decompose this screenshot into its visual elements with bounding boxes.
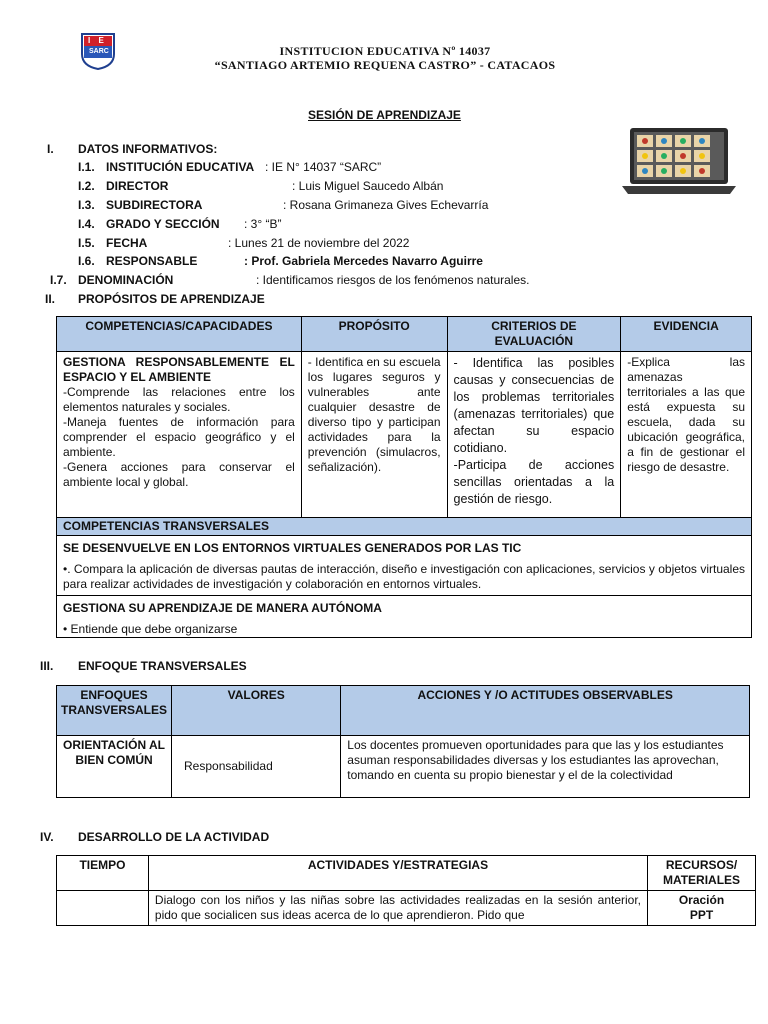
autonoma-text: • Entiende que debe organizarse [63,622,238,636]
item-num: I.1. [78,160,95,174]
logo-top-text: I E [88,36,107,45]
s4-title: DESARROLLO DE LA ACTIVIDAD [78,830,270,844]
transversales-header: COMPETENCIAS TRANSVERSALES [57,518,752,536]
item-num: I.7. [50,273,67,287]
actividad-cell: Dialogo con los niños y las niñas sobre las actividades realizadas en la sesión anterior, pido que socialicen sus ideas acerca de lo que aprendieron. Pido que [148,891,647,926]
tic-title: SE DESENVUELVE EN LOS ENTORNOS VIRTUALES GENERADOS POR LAS TIC [63,541,522,555]
s1-title: DATOS INFORMATIVOS: [78,142,218,156]
autonoma-title: GESTIONA SU APRENDIZAJE DE MANERA AUTÓNOMA [63,601,382,615]
capacidad-item: -Comprende las relaciones entre los elementos naturales y sociales. [63,385,295,414]
table-row [57,891,756,926]
s3-title: ENFOQUE TRANSVERSALES [78,659,247,673]
col-header: COMPETENCIAS/CAPACIDADES [57,317,302,352]
item-num: I.4. [78,217,95,231]
enfoques-table [56,685,750,798]
item-label: SUBDIRECTORA [106,198,203,212]
col-header: RECURSOS/ MATERIALES [648,856,756,891]
criterio-item: - Identifica las posibles causas y consecuencias de los problemas territoriales (amenazas territoriales) que afectan su espacio cotidiano. [453,356,615,455]
item-value: : Identificamos riesgos de los fenómenos naturales. [256,273,530,287]
table-header-row [57,317,752,352]
item-num: I.3. [78,198,95,212]
desarrollo-table [56,855,756,926]
proposito-cell: - Identifica en su escuela los lugares seguros y vulnerables ante cualquier desastre de diverso tipo y participan actividades para la prevención (simulacros, señalización). [301,352,447,518]
table-header-row [57,686,750,736]
school-logo [80,32,116,70]
school-name-line1: INSTITUCION EDUCATIVA Nº 14037 [279,44,491,58]
logo-bottom-text: SARC [89,48,109,55]
s4-num: IV. [40,830,54,844]
table-row [57,352,752,518]
enfoque-cell: ORIENTACIÓN AL BIEN COMÚN [57,736,172,798]
item-value: : Luis Miguel Saucedo Albán [292,179,444,193]
item-num: I.6. [78,254,95,268]
capacidad-item: -Maneja fuentes de información para comprender el espacio geográfico y el ambiente. [63,415,295,459]
competencia-cell [57,352,302,518]
page-title: SESIÓN DE APRENDIZAJE [308,108,461,122]
tic-text: •. Compara la aplicación de diversas pautas de interacción, diseño e investigación con aplicaciones, servicios y objetos virtuales para realizar actividades de investigación y colaboración en entornos virtuales. [63,562,745,591]
laptop-illustration [618,126,740,198]
col-header: ACTIVIDADES Y/ESTRATEGIAS [148,856,647,891]
item-value: : 3° “B” [244,217,282,231]
recurso-item: PPT [689,908,714,922]
table-header-row [57,856,756,891]
autonoma-cell [57,596,752,638]
criterios-cell [447,352,621,518]
table-row [57,536,752,596]
item-value: : Prof. Gabriela Mercedes Navarro Aguirre [244,254,483,268]
acciones-cell: Los docentes promueven oportunidades para que las y los estudiantes asuman responsabilidades diversas y los estudiantes las aprovechan, tomando en cuenta su propio bienestar y el de la colectividad [341,736,750,798]
col-header: PROPÓSITO [301,317,447,352]
propositos-table [56,316,752,638]
table-row [57,596,752,638]
col-header: TIEMPO [57,856,149,891]
col-header: ACCIONES Y /O ACTITUDES OBSERVABLES [341,686,750,736]
item-value: : Lunes 21 de noviembre del 2022 [228,236,410,250]
evidencia-cell: -Explica las amenazas territoriales a las que está expuesta su escuela, dada su ubicación geográfica, a fin de gestionar el riesgo de desastre. [621,352,752,518]
col-header: ENFOQUES TRANSVERSALES [57,686,172,736]
item-value: : Rosana Grimaneza Gives Echevarría [283,198,489,212]
tic-cell [57,536,752,596]
transversales-header-row [57,518,752,536]
item-label: DENOMINACIÓN [78,273,174,287]
item-label: FECHA [106,236,148,250]
capacidad-item: -Genera acciones para conservar el ambiente local y global. [63,460,295,489]
s2-title: PROPÓSITOS DE APRENDIZAJE [78,292,265,306]
tiempo-cell [57,891,149,926]
col-header: VALORES [172,686,341,736]
item-label: GRADO Y SECCIÓN [106,217,220,231]
table-row [57,736,750,798]
item-num: I.5. [78,236,95,250]
item-label: DIRECTOR [106,179,169,193]
recurso-item: Oración [678,893,725,907]
item-num: I.2. [78,179,95,193]
item-label: RESPONSABLE [106,254,198,268]
recursos-cell [648,891,756,926]
s1-num: I. [47,142,54,156]
competencia-title: GESTIONA RESPONSABLEMENTE EL ESPACIO Y EL AMBIENTE [63,355,295,384]
item-label: INSTITUCIÓN EDUCATIVA [106,160,255,174]
col-header: EVIDENCIA [621,317,752,352]
col-header: CRITERIOS DE EVALUACIÓN [447,317,621,352]
s2-num: II. [45,292,56,306]
school-name-line2: “SANTIAGO ARTEMIO REQUENA CASTRO” - CATACAOS [214,58,556,72]
valor-cell: Responsabilidad [172,736,341,798]
criterio-item: -Participa de acciones sencillas orientadas a la gestión de riesgo. [453,458,615,506]
item-value: : IE N° 14037 “SARC” [265,160,382,174]
s3-num: III. [40,659,54,673]
